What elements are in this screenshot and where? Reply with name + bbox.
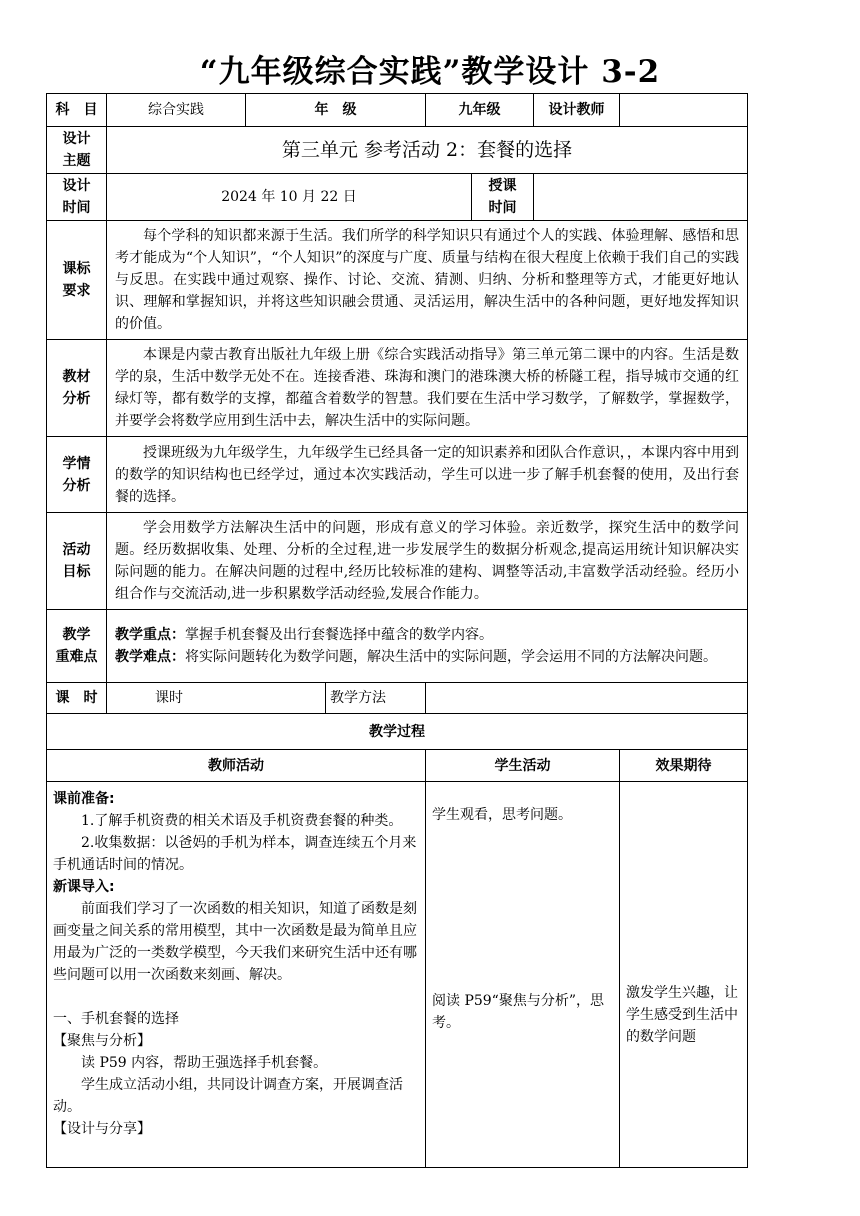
topic-row <box>47 127 748 174</box>
period-label: 课 时 <box>47 683 107 714</box>
student-activity-header: 学生活动 <box>426 750 620 782</box>
student-activity-1: 学生观看，思考问题。 <box>432 807 572 823</box>
student-activity-cell <box>426 782 620 1168</box>
teacher-activity-cell <box>47 782 426 1168</box>
students-text: 授课班级为九年级学生，九年级学生已经具备一定的知识素养和团队合作意识，，本课内容中用到的数学的知识结构也已经学过，通过本次实践活动，学生可以进一步了解手机套餐的使用，及出行套餐的选择。 <box>115 444 739 505</box>
prep-title: 课前准备: <box>53 791 115 807</box>
intro-text: 前面我们学习了一次函数的相关知识，知道了函数是刻画变量之间关系的常用模型，其中一次函数是最为简单且应用最为广泛的一类数学模型，今天我们来研究生活中还有哪些问题可以用一次函数来刻画、解决。 <box>53 901 417 983</box>
difficult-point-label: 教学难点： <box>115 649 185 665</box>
section-1-title: 一、手机套餐的选择 <box>53 1011 179 1027</box>
teacher-value <box>620 94 748 127</box>
difficult-point <box>115 646 739 668</box>
key-point <box>115 624 739 646</box>
prep-item-2: 2.收集数据：以爸妈的手机为样本，调查连续五个月来手机通话时间的情况。 <box>53 835 417 873</box>
keypoints-text-cell <box>107 610 748 683</box>
keypoints-label <box>47 610 107 683</box>
focus-item-2: 学生成立活动小组，共同设计调查方案，开展调查活动。 <box>53 1077 403 1115</box>
material-label <box>47 340 107 437</box>
topic-label-line2: 主题 <box>62 153 91 169</box>
standards-row <box>47 221 748 340</box>
standards-text-cell <box>107 221 748 340</box>
students-text-cell <box>107 437 748 513</box>
goals-label-line1: 活动 <box>62 542 91 558</box>
blank-line <box>53 986 419 1008</box>
subject-label: 科 目 <box>47 94 107 127</box>
material-text-cell <box>107 340 748 437</box>
time-row <box>47 174 748 221</box>
topic-value: 第三单元 参考活动 2：套餐的选择 <box>107 127 748 174</box>
focus-item-1: 读 P59 内容，帮助王强选择手机套餐。 <box>81 1055 328 1071</box>
teach-time-value <box>534 174 748 221</box>
teach-time-label-line2: 时间 <box>488 200 517 216</box>
design-time-label-line1: 设计 <box>62 178 91 194</box>
goals-row <box>47 513 748 610</box>
students-row <box>47 437 748 513</box>
effect-header: 效果期待 <box>620 750 748 782</box>
student-activity-2: 阅读 P59“聚焦与分析”，思考。 <box>432 993 604 1031</box>
goals-label-line2: 目标 <box>62 564 91 580</box>
design-time-label-line2: 时间 <box>62 200 91 216</box>
teach-time-label-line1: 授课 <box>488 178 517 194</box>
prep-item-1: 1.了解手机资费的相关术语及手机资费套餐的种类。 <box>81 813 403 829</box>
effect-text-1: 激发学生兴趣，让学生感受到生活中的数学问题 <box>626 985 738 1045</box>
teacher-label: 设计教师 <box>534 94 620 127</box>
goals-text-cell <box>107 513 748 610</box>
standards-label <box>47 221 107 340</box>
lesson-plan-table <box>46 93 748 1168</box>
process-content-row <box>47 782 748 1168</box>
intro-title: 新课导入: <box>53 879 115 895</box>
keypoints-row <box>47 610 748 683</box>
period-value: 课时 <box>107 683 326 714</box>
subject-value: 综合实践 <box>107 94 246 127</box>
goals-text: 学会用数学方法解决生活中的问题，形成有意义的学习体验。亲近数学，探究生活中的数学问题。经历数据收集、处理、分析的全过程,进一步发展学生的数据分析观念,提高运用统计知识解决实际问题的能力。在解决问题的过程中,经历比较标准的建构、调整等活动,丰富数学活动经验。经历小组合作与交流活动,进一步积累数学活动经验,发展合作能力。 <box>115 520 739 602</box>
topic-label <box>47 127 107 174</box>
key-point-label: 教学重点： <box>115 627 185 643</box>
method-value <box>426 683 748 714</box>
focus-title: 【聚焦与分析】 <box>53 1033 151 1049</box>
basic-info-row <box>47 94 748 127</box>
design-time-label <box>47 174 107 221</box>
students-label <box>47 437 107 513</box>
grade-label: 年 级 <box>246 94 426 127</box>
material-row <box>47 340 748 437</box>
process-columns-row <box>47 750 748 782</box>
standards-label-line2: 要求 <box>62 283 91 299</box>
standards-text: 每个学科的知识都来源于生活。我们所学的科学知识只有通过个人的实践、体验理解、感悟和思考才能成为“个人知识”，“个人知识”的深度与广度、质量与结构在很大程度上依赖于我们自己的实践与反思。在实践中通过观察、操作、讨论、交流、猜测、归纳、分析和整理等方式，才能更好地认识、理解和掌握知识，并将这些知识融会贯通、灵活运用，解决生活中的各种问题，更好地发挥知识的价值。 <box>115 228 739 332</box>
students-label-line1: 学情 <box>62 455 91 472</box>
process-header: 教学过程 <box>47 714 748 750</box>
standards-label-line1: 课标 <box>62 261 91 277</box>
teach-time-label <box>472 174 534 221</box>
method-label: 教学方法 <box>326 683 426 714</box>
keypoints-label-line1: 教学 <box>62 627 91 643</box>
keypoints-label-line2: 重难点 <box>55 649 98 665</box>
process-header-row <box>47 714 748 750</box>
goals-label <box>47 513 107 610</box>
material-label-line2: 分析 <box>62 391 91 407</box>
topic-label-line1: 设计 <box>62 131 91 147</box>
students-label-line2: 分析 <box>62 477 91 494</box>
design-title: 【设计与分享】 <box>53 1121 151 1137</box>
material-label-line1: 教材 <box>62 369 91 385</box>
period-row <box>47 683 748 714</box>
design-time-value: 2024 年 10 月 22 日 <box>107 174 472 221</box>
document-title: “九年级综合实践”教学设计 3-2 <box>199 54 661 90</box>
effect-cell <box>620 782 748 1168</box>
material-text: 本课是内蒙古教育出版社九年级上册《综合实践活动指导》第三单元第二课中的内容。生活是数学的泉，生活中数学无处不在。连接香港、珠海和澳门的港珠澳大桥的桥隧工程，指导城市交通的红绿灯等，都有数学的支撑，都蕴含着数学的智慧。我们要在生活中学习数学，了解数学，掌握数学，并要学会将数学应用到生活中去，解决生活中的实际问题。 <box>115 347 739 429</box>
teacher-activity-header: 教师活动 <box>47 750 426 782</box>
key-point-text: 掌握手机套餐及出行套餐选择中蕴含的数学内容。 <box>185 627 493 643</box>
grade-value: 九年级 <box>426 94 534 127</box>
difficult-point-text: 将实际问题转化为数学问题，解决生活中的实际问题，学会运用不同的方法解决问题。 <box>185 649 717 665</box>
